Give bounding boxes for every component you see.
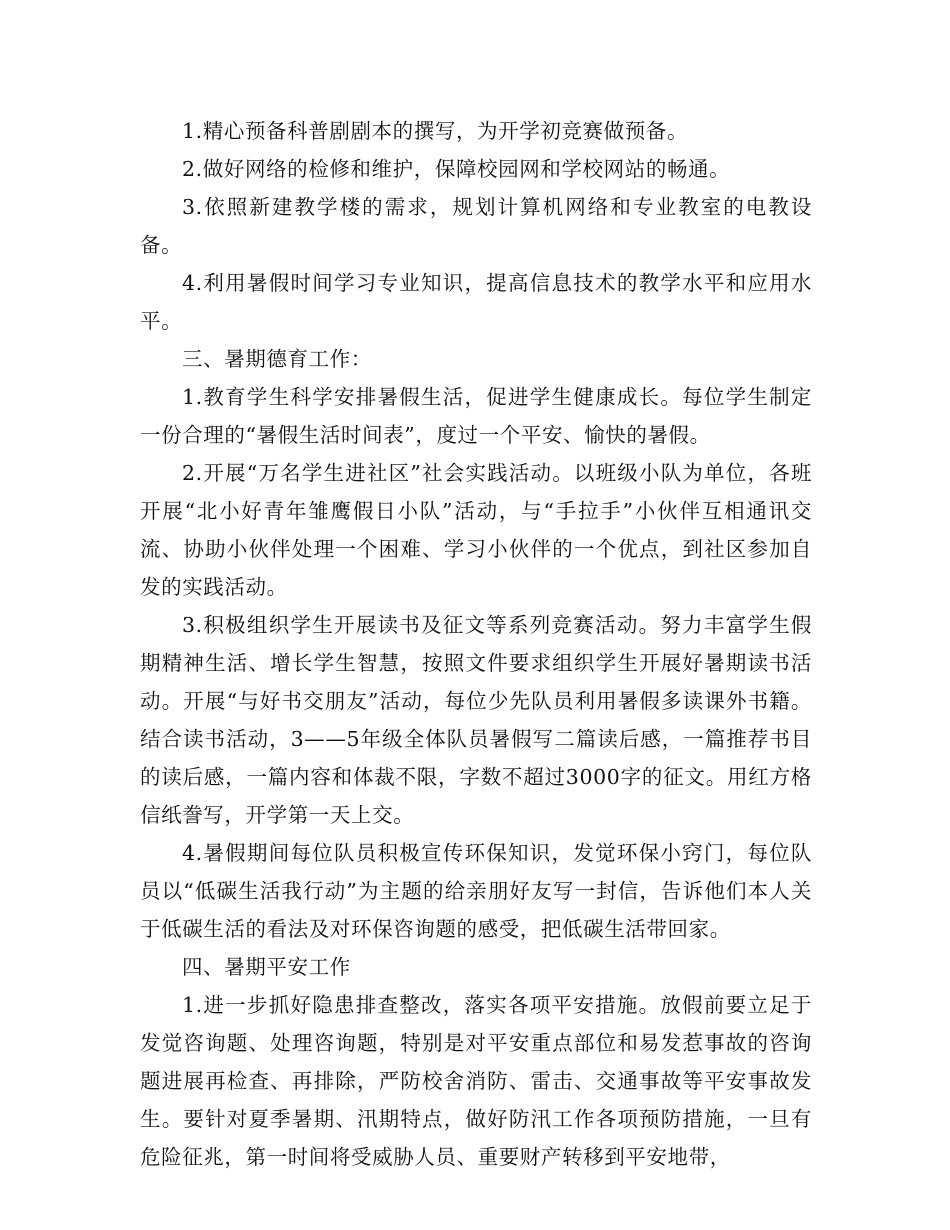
paragraph-3: 3.依照新建教学楼的需求，规划计算机网络和专业教室的电教设备。 (140, 195, 812, 257)
paragraph-moral-1: 1.教育学生科学安排暑假生活，促进学生健康成长。每位学生制定一份合理的“暑假生活时间表”，度过一个平安、愉快的暑假。 (140, 385, 812, 447)
paragraph-moral-3: 3.积极组织学生开展读书及征文等系列竞赛活动。努力丰富学生假期精神生活、增长学生智慧，按照文件要求组织学生开展好暑期读书活动。开展“与好书交朋友”活动，每位少先队员利用暑假多读课外书籍。结合读书活动，3——5年级全体队员暑假写二篇读后感，一篇推荐书目的读后感，一篇内容和体裁不限，字数不超过3000字的征文。用红方格信纸誊写，开学第一天上交。 (140, 613, 812, 827)
paragraph-2: 2.做好网络的检修和维护，保障校园网和学校网站的畅通。 (182, 157, 731, 181)
section-heading-safety: 四、暑期平安工作 (182, 955, 351, 979)
paragraph-moral-4: 4.暑假期间每位队员积极宣传环保知识，发觉环保小窍门，每位队员以“低碳生活我行动”为主题的给亲朋好友写一封信，告诉他们本人关于低碳生活的看法及对环保咨询题的感受，把低碳生活带回家。 (140, 841, 812, 941)
paragraph-1: 1.精心预备科普剧剧本的撰写，为开学初竞赛做预备。 (182, 119, 689, 143)
paragraph-safety-1: 1.进一步抓好隐患排查整改，落实各项平安措施。放假前要立足于发觉咨询题、处理咨询题，特别是对平安重点部位和易发惹事故的咨询题进展再检查、再排除，严防校舍消防、雷击、交通事故等平安事故发生。要针对夏季暑期、汛期特点，做好防汛工作各项预防措施，一旦有危险征兆，第一时间将受威胁人员、重要财产转移到平安地带， (140, 993, 812, 1169)
document-body (140, 112, 812, 1176)
paragraph-moral-2: 2.开展“万名学生进社区”社会实践活动。以班级小队为单位，各班开展“北小好青年雏鹰假日小队”活动，与“手拉手”小伙伴互相通讯交流、协助小伙伴处理一个困难、学习小伙伴的一个优点，到社区参加自发的实践活动。 (140, 461, 812, 599)
section-heading-moral-education: 三、暑期德育工作： (182, 347, 372, 371)
paragraph-4: 4.利用暑假时间学习专业知识，提高信息技术的教学水平和应用水平。 (140, 271, 812, 333)
